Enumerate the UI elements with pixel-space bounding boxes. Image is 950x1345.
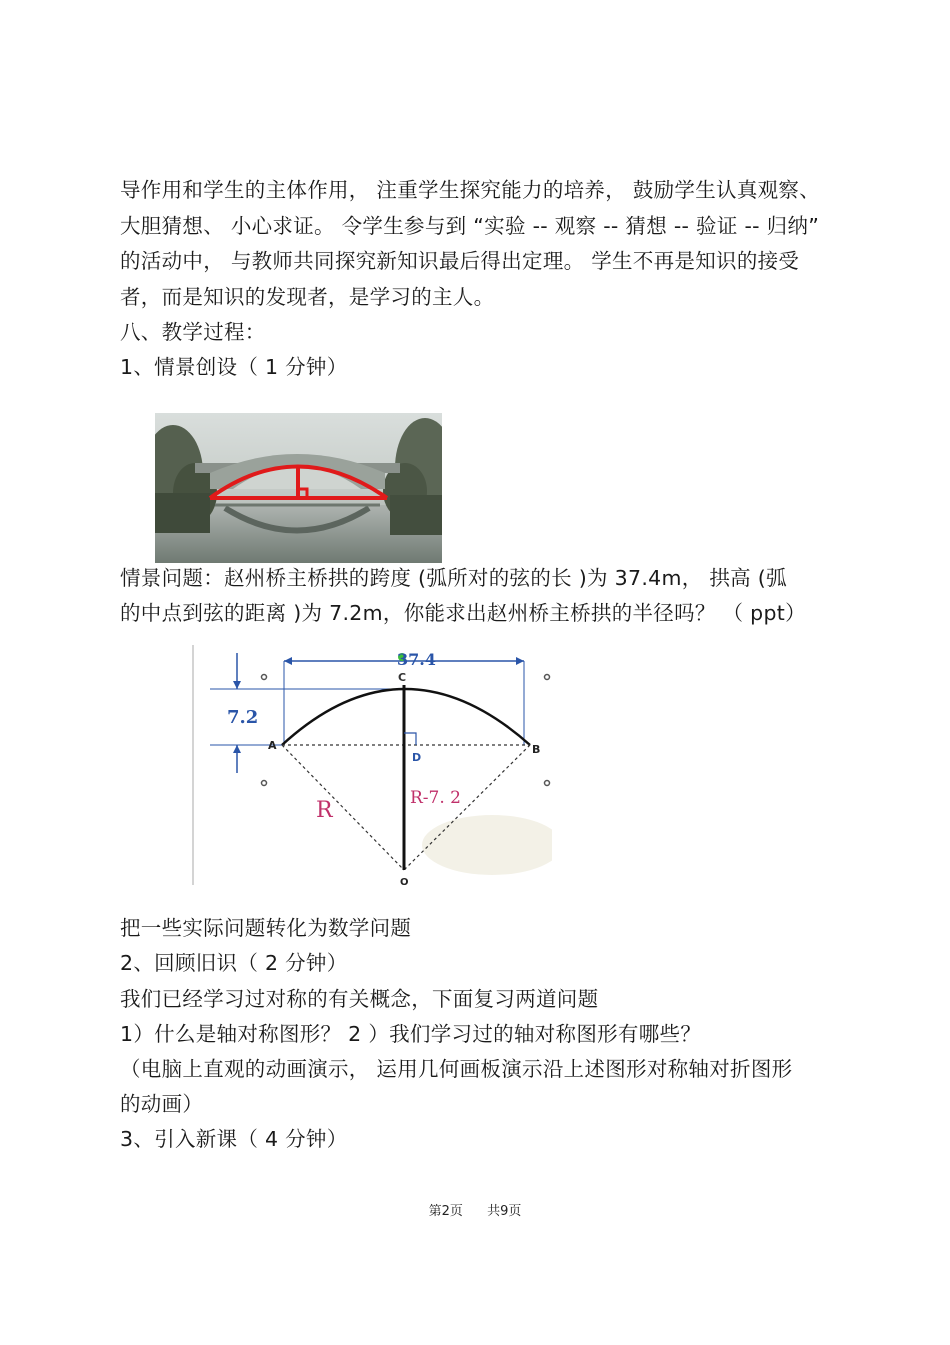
review-intro-line: 我们已经学习过对称的有关概念，下面复习两道问题 (120, 987, 599, 1011)
bridge-photo-illustration (155, 413, 442, 563)
section-heading-8: 八、教学过程： (120, 320, 266, 344)
paragraph-line-4: 者，而是知识的发现者，是学习的主人。 (120, 285, 495, 309)
height-label: 7.2 (227, 707, 259, 728)
demo-line-1: （电脑上直观的动画演示， 运用几何画板演示沿上述图形对称轴对折图形 (120, 1057, 793, 1081)
paragraph-line-3: 的活动中， 与教师共同探究新知识最后得出定理。 学生不再是知识的接受 (120, 249, 800, 273)
page-number: 第2页 (428, 1204, 463, 1219)
point-d-label: D (412, 751, 422, 764)
step-1-heading: 1、情景创设（ 1 分钟） (120, 355, 348, 379)
convert-line: 把一些实际问题转化为数学问题 (120, 916, 412, 940)
page-footer (0, 1200, 950, 1219)
point-c-label: C (398, 671, 407, 684)
r-minus-label: R-7. 2 (410, 788, 461, 808)
arch-diagram-svg (192, 645, 552, 885)
problem-line-2: 的中点到弦的距离 )为 7.2m，你能求出赵州桥主桥拱的半径吗？ （ ppt） (120, 601, 806, 625)
problem-line-1: 情景问题：赵州桥主桥拱的跨度 (弧所对的弦的长 )为 37.4m， 拱高 (弧 (120, 566, 787, 590)
span-label: 37.4 (397, 650, 436, 669)
step-3-heading: 3、引入新课（ 4 分钟） (120, 1127, 348, 1151)
bridge-photo (155, 413, 442, 563)
radius-label: R (316, 798, 333, 823)
point-a-label: A (268, 739, 277, 752)
point-b-label: B (532, 743, 541, 756)
arch-geometry-diagram (192, 645, 552, 885)
page-total: 共9页 (487, 1204, 522, 1219)
demo-line-2: 的动画） (120, 1092, 204, 1116)
review-questions-line: 1）什么是轴对称图形？ 2 ）我们学习过的轴对称图形有哪些？ (120, 1022, 702, 1046)
paragraph-line-2: 大胆猜想、 小心求证。 令学生参与到 “实验 -- 观察 -- 猜想 -- 验证 -- 归纳” (120, 214, 820, 238)
step-2-heading: 2、回顾旧识（ 2 分钟） (120, 951, 348, 975)
paragraph-line-1: 导作用和学生的主体作用， 注重学生探究能力的培养， 鼓励学生认真观察、 (120, 178, 821, 202)
point-o-label: O (400, 877, 409, 885)
